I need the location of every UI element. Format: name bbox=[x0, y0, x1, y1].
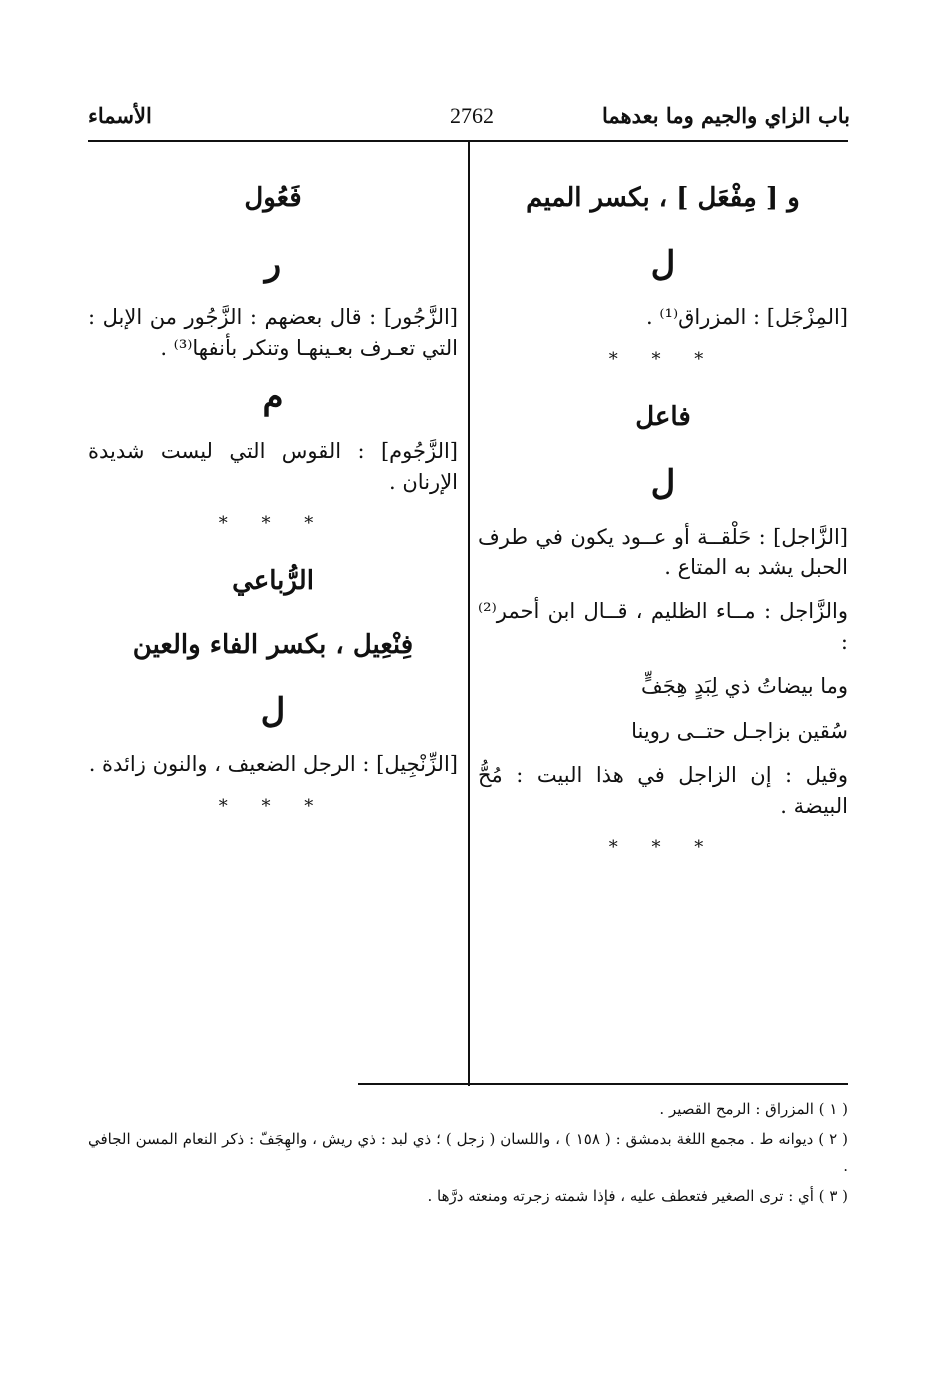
footnote: ( ٣ ) أي : ترى الصغير فتعطف عليه ، فإذا شمته زجرته ومنعته درَّها . bbox=[427, 1186, 848, 1205]
right-column bbox=[478, 180, 848, 887]
page-number: 2762 bbox=[450, 103, 494, 128]
pattern-heading: و [ مِفْعَل ] ، بكسر الميم bbox=[526, 183, 800, 213]
column-divider bbox=[468, 142, 470, 1086]
footnote-rule bbox=[358, 1083, 848, 1085]
entry-zajum: [الزَّجُوم] : القوس التي ليست شديدة الإرنان . bbox=[88, 439, 458, 494]
footnote: ( ١ ) المزراق : الرمح القصير . bbox=[659, 1100, 848, 1118]
entry-mizjal: [المِزْجَل] : المزراق⁽¹⁾ . bbox=[646, 305, 848, 330]
root-letter: م bbox=[262, 377, 284, 418]
root-letter: ل bbox=[260, 690, 286, 731]
section-separator: * * * bbox=[608, 348, 718, 370]
poem-verse: وما بيضاتُ ذي لِبَدٍ هِجَفٍّ bbox=[641, 674, 848, 699]
root-letter: ل bbox=[650, 462, 676, 503]
running-header-section: الأسماء bbox=[88, 103, 152, 128]
section-separator: * * * bbox=[608, 837, 718, 858]
section-heading: الرُّباعي bbox=[232, 566, 314, 597]
section-separator: * * * bbox=[218, 513, 328, 535]
entry-zajil-3: وقيل : إن الزاجل في هذا البيت : مُحُّ البيضة . bbox=[478, 763, 848, 818]
entry-zajil: [الزَّاجل] : حَلْقــة أو عــود يكون في طرف الحبل يشد به المتاع . bbox=[478, 524, 848, 579]
footnotes bbox=[88, 1096, 848, 1213]
entry-zinjil: [الزِّنْجِيل] : الرجل الضعيف ، والنون زائدة . bbox=[88, 752, 458, 777]
entry-zajur: [الزَّجُور] : قال بعضهم : الزَّجُور من الإبل : التي تعـرف بعـينهـا وتنكر بأنفها⁽³⁾ . bbox=[88, 305, 458, 360]
entry-zajil-2: والزَّاجل : مــاء الظليم ، قــال ابن أحمر⁽²⁾ : bbox=[478, 599, 848, 654]
running-header-chapter: باب الزاي والجيم وما بعدهما bbox=[602, 103, 850, 128]
root-letter: ر bbox=[264, 243, 282, 284]
left-column bbox=[88, 180, 458, 846]
pattern-heading: فاعل bbox=[635, 402, 691, 433]
pattern-heading: فَعُول bbox=[244, 183, 302, 213]
poem-verse: سُقين بزاجـل حتــى روينا bbox=[631, 718, 848, 743]
root-letter: ل bbox=[650, 243, 676, 284]
pattern-heading: فِنْعِيل ، بكسر الفاء والعين bbox=[132, 629, 414, 660]
section-separator: * * * bbox=[218, 795, 328, 817]
footnote: ( ٢ ) ديوانه ط . مجمع اللغة بدمشق : ( ١٥٨ ) ، واللسان ( زجل ) ؛ ذي لبد : ذي ريش ، والهِجَفّ : ذكر النعام المسن الجافي . bbox=[88, 1130, 848, 1175]
